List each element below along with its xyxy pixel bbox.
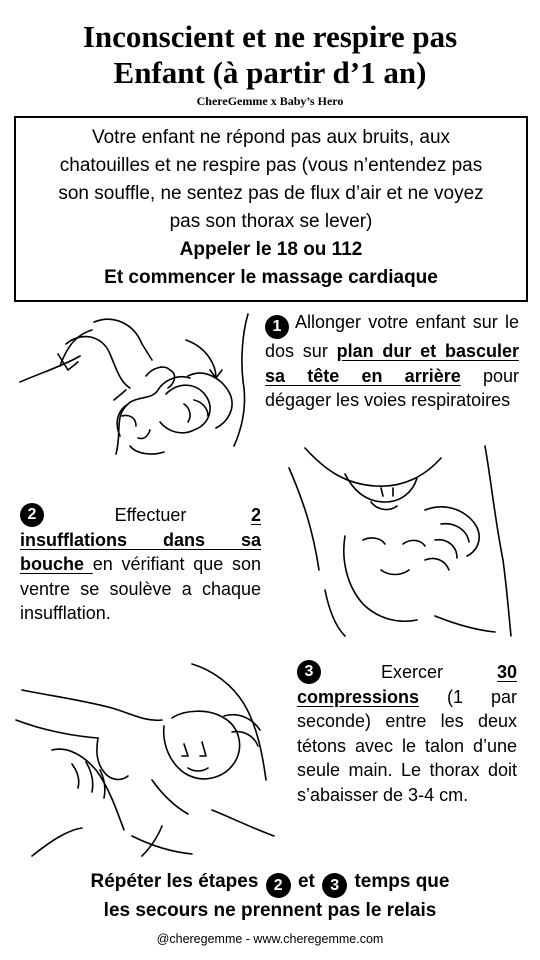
repeat-instruction	[0, 868, 540, 898]
rescue-breaths-illustration	[285, 440, 517, 638]
step-3-text	[297, 660, 517, 807]
page-title: Inconscient et ne respire pas	[82, 19, 458, 54]
repeat-text-a: Répéter les étapes	[90, 871, 259, 892]
step-1-key-instruction: plan dur et basculer sa tête en arrière	[265, 341, 519, 386]
emergency-call: Appeler le 18 ou 112	[179, 239, 363, 260]
step-2-number: 2	[20, 503, 44, 527]
start-cpr: Et commencer le massage cardiaque	[104, 267, 438, 288]
chest-compression-illustration	[12, 660, 290, 860]
intro-line: son souffle, ne sentez pas de flux d’air et ne voyez	[58, 183, 484, 204]
repeat-step-2-badge: 2	[266, 873, 291, 898]
step-3-text-a: Exercer	[380, 662, 443, 682]
repeat-text-b: et	[297, 871, 315, 892]
step-3-text-b: (1 par seconde) entre les deux tétons avec le talon d’une seule main. Le thorax doit s’abaisser de 3-4 cm.	[297, 686, 517, 805]
step-3-number: 3	[297, 660, 321, 684]
intro-line: pas son thorax se lever)	[169, 211, 373, 232]
page-subtitle: Enfant (à partir d’1 an)	[113, 55, 427, 90]
repeat-step-3-badge: 3	[322, 873, 347, 898]
step-2-text-a: Effectuer	[114, 505, 187, 525]
step-2-key-instruction: 2	[250, 505, 261, 525]
credit-line: ChereGemme x Baby’s Hero	[196, 94, 344, 108]
intro-line: chatouilles et ne respire pas (vous n’entendez pas	[59, 155, 483, 176]
step-1-number: 1	[265, 315, 289, 339]
footer-credit: @cheregemme - www.cheregemme.com	[156, 932, 384, 946]
step-1-text	[265, 310, 519, 413]
step-3-first-line	[297, 660, 517, 685]
step-2-first-line	[20, 503, 261, 528]
step-1-text-b: pour dégager les voies respiratoires	[265, 365, 519, 410]
intro-box	[14, 116, 528, 302]
step-3-key-instruction-rest: compressions	[297, 686, 420, 707]
repeat-instruction-line2: les secours ne prennent pas le relais	[103, 900, 437, 921]
step-1-text-a: Allonger votre enfant sur le dos sur	[265, 312, 519, 361]
step-3-key-instruction: 30	[496, 662, 517, 682]
head-tilt-illustration	[18, 304, 250, 466]
step-2-text	[20, 503, 261, 626]
repeat-text-c: temps que	[354, 871, 450, 892]
intro-line: Votre enfant ne répond pas aux bruits, aux	[91, 127, 451, 148]
step-2-text-b: en vérifiant que son ventre se soulève a chaque insufflation.	[20, 554, 261, 623]
step-2-key-instruction-rest: insufflations dans sa bouche	[20, 529, 261, 574]
